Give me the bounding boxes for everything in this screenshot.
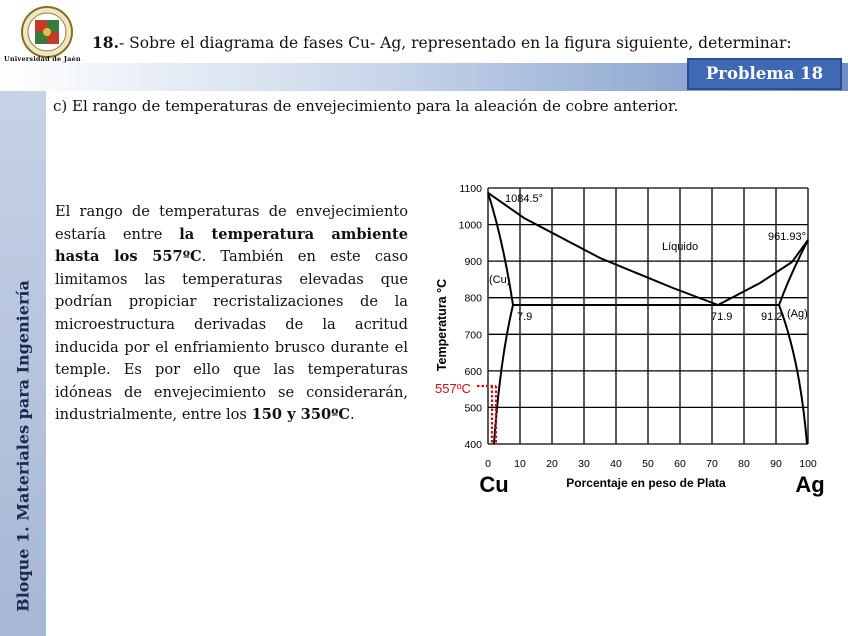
- y-tick-800: 800: [464, 292, 482, 305]
- x-tick-50: 50: [642, 458, 654, 470]
- x-tick-100: 100: [799, 458, 817, 470]
- ag-melting-point-label: 961.93°: [768, 231, 807, 243]
- aging-temperature-label: 557ºC: [435, 381, 471, 396]
- y-tick-1000: 1000: [458, 219, 482, 232]
- x-tick-70: 70: [706, 458, 718, 470]
- sidebar: [0, 91, 46, 636]
- question-c: c) El rango de temperaturas de envejecimiento para la aleación de cobre anterior.: [53, 97, 679, 115]
- solvus-cu-label: 7.9: [517, 311, 533, 323]
- problem-badge: Problema 18: [687, 58, 842, 90]
- answer-text-3: .: [350, 406, 355, 424]
- answer-paragraph: [55, 201, 408, 427]
- cu-ag-phase-diagram: [420, 178, 838, 500]
- x-tick-90: 90: [770, 458, 782, 470]
- x-tick-10: 10: [514, 458, 526, 470]
- y-tick-1100: 1100: [459, 183, 482, 195]
- problem-number: 18.: [92, 33, 119, 52]
- sidebar-label: Bloque 1. Materiales para Ingeniería: [13, 280, 33, 612]
- y-tick-600: 600: [464, 365, 482, 378]
- x-tick-20: 20: [546, 458, 558, 470]
- problem-statement-text: - Sobre el diagrama de fases Cu- Ag, representado en la figura siguiente, determinar:: [118, 34, 792, 52]
- y-tick-700: 700: [464, 329, 482, 342]
- cu-melting-point-label: 1084.5°: [505, 193, 544, 205]
- cu-element-label: Cu: [479, 472, 509, 497]
- x-tick-30: 30: [578, 458, 590, 470]
- answer-text-2: . También en este caso limitamos las temperaturas elevadas que podrían propiciar recristalizaciones de la microestructura derivadas de la acritud inducida por el enfriamiento brusco durante el temple. Es por ello que las temperaturas idóneas de envejecimiento se considerarán, industrialmente, entre los: [55, 248, 408, 424]
- solvus-ag-label: 91.2: [761, 311, 783, 323]
- answer-bold-2: 150 y 350ºC: [251, 406, 351, 424]
- ag-phase-label: (Ag): [787, 308, 808, 320]
- eutectic-label: 71.9: [711, 311, 733, 323]
- y-tick-400: 400: [464, 439, 482, 451]
- problem-statement: [92, 33, 792, 52]
- x-tick-80: 80: [738, 458, 750, 470]
- x-tick-0: 0: [485, 458, 491, 470]
- y-axis-label: Temperatura °C: [435, 278, 449, 372]
- x-tick-60: 60: [674, 458, 686, 470]
- liquid-region-label: Líquido: [662, 241, 699, 253]
- y-tick-900: 900: [464, 256, 482, 269]
- answer-text-1: El rango de temperaturas de envejecimiento estaría entre: [55, 203, 408, 243]
- x-tick-40: 40: [610, 458, 622, 470]
- x-axis-label: Porcentaje en peso de Plata: [566, 476, 726, 490]
- y-tick-500: 500: [464, 402, 482, 415]
- diagram-background: [420, 178, 838, 500]
- cu-phase-label: (Cu): [489, 274, 511, 286]
- ag-element-label: Ag: [795, 472, 825, 497]
- answer-bold-1: la temperatura ambiente hasta los 557ºC: [55, 225, 408, 266]
- seal-icon: [22, 7, 72, 57]
- university-name: Universidad de Jaén: [4, 55, 81, 63]
